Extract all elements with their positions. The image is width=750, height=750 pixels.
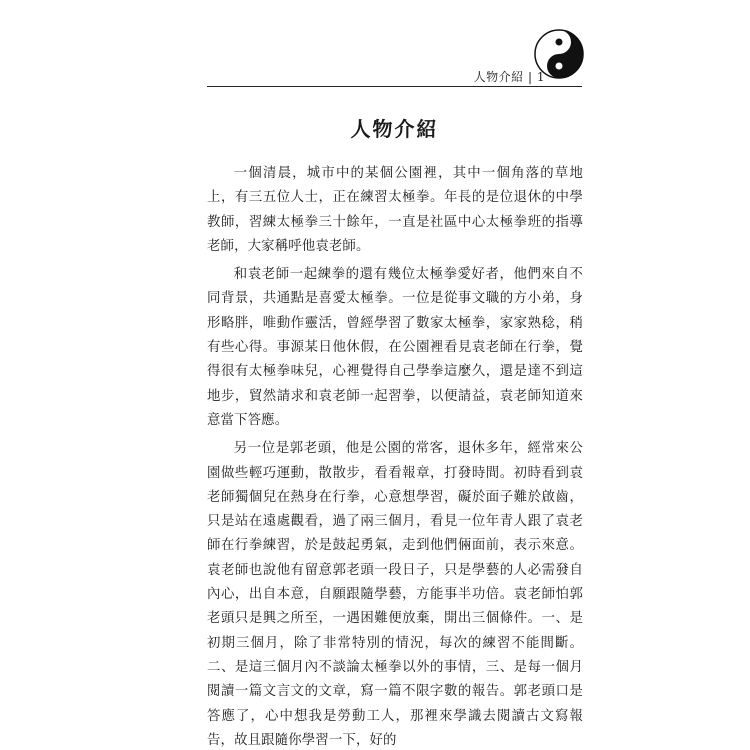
paragraph: 一個清晨，城市中的某個公園裡，其中一個角落的草地上，有三五位人士，正在練習太極拳。年長的是位退休的中學教師，習練太極拳三十餘年，一直是社區中心太極拳班的指導老師，大家稱呼他袁老師。 <box>207 166 583 254</box>
running-head-separator: | <box>527 70 533 84</box>
page-number: 1 <box>536 70 545 84</box>
chapter-title: 人物介紹 <box>350 117 439 141</box>
paragraph: 另一位是郭老頭，他是公園的常客，退休多年，經常來公園做些輕巧運動，散散步，看看報章，打發時間。初時看到袁老師獨個兒在熱身在行拳，心意想學習，礙於面子難於啟齒，只是站在遠處觀看，過了兩三個月，看見一位年青人跟了袁老師在行拳練習，於是鼓起勇氣，走到他們倆面前，表示來意。袁老師也說他有留意郭老頭一段日子，只是學藝的人必需發自內心，出自本意，自願跟隨學藝，方能事半功倍。袁老師怕郭老頭只是興之所至，一遇困難便放棄，開出三個條件。一、是初期三個月，除了非常特別的情況，每次的練習不能間斷。二、是這三個月內不談論太極拳以外的事情，三、是每一個月閱讀一篇文言文的文章，寫一篇不限字數的報告。郭老頭口是答應了，心中想我是勞動工人，那裡來學識去閱讀古文寫報告，故且跟隨你學習一下，好的 <box>207 441 583 748</box>
running-title: 人物介紹 <box>473 70 524 84</box>
body-text <box>207 162 583 750</box>
running-head <box>440 68 545 85</box>
header-rule <box>207 86 582 87</box>
paragraph: 和袁老師一起練拳的還有幾位太極拳愛好者，他們來自不同背景，共通點是喜愛太極拳。一位是從事文職的方小弟，身形略胖，唯動作靈活，曾經學習了數家太極拳，家家熟稔，稍有些心得。事源某日他休假，在公園裡看見袁老師在行拳，覺得很有太極拳味兒，心裡覺得自己學拳這麼久，還是達不到這地步，貿然請求和袁老師一起習拳，以便請益，袁老師知道來意當下答應。 <box>207 267 583 428</box>
